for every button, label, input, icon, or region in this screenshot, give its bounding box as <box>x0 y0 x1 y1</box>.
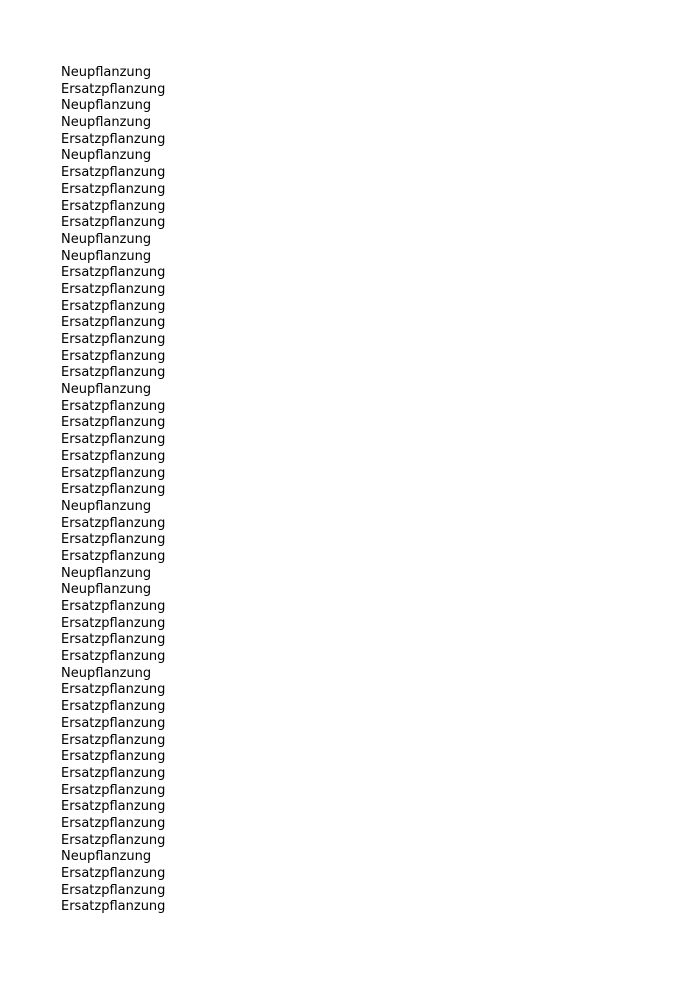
planting-type-entry: Ersatzpflanzung <box>61 532 166 548</box>
planting-type-entry: Ersatzpflanzung <box>61 81 166 97</box>
planting-type-entry: Neupflanzung <box>61 665 152 681</box>
planting-type-entry: Ersatzpflanzung <box>61 765 166 781</box>
planting-type-entry: Ersatzpflanzung <box>61 415 166 431</box>
planting-type-entry: Neupflanzung <box>61 98 152 114</box>
planting-type-entry: Ersatzpflanzung <box>61 866 166 881</box>
planting-type-entry: Ersatzpflanzung <box>61 365 166 381</box>
planting-type-entry: Neupflanzung <box>61 582 152 598</box>
planting-type-entry: Ersatzpflanzung <box>61 465 166 481</box>
planting-type-entry: Ersatzpflanzung <box>61 432 166 448</box>
planting-type-entry: Ersatzpflanzung <box>61 165 166 181</box>
planting-type-entry: Ersatzpflanzung <box>61 348 166 364</box>
planting-type-entry: Ersatzpflanzung <box>61 599 166 614</box>
planting-type-entry: Ersatzpflanzung <box>61 815 166 831</box>
planting-type-entry: Neupflanzung <box>61 248 152 264</box>
planting-type-entry: Ersatzpflanzung <box>61 515 166 531</box>
planting-type-entry: Ersatzpflanzung <box>61 799 166 815</box>
planting-type-entry: Ersatzpflanzung <box>61 715 166 731</box>
planting-type-entry: Ersatzpflanzung <box>61 215 166 231</box>
planting-type-entry: Ersatzpflanzung <box>61 482 166 498</box>
planting-type-entry: Ersatzpflanzung <box>61 732 166 748</box>
planting-type-entry: Ersatzpflanzung <box>61 899 166 915</box>
planting-type-entry: Ersatzpflanzung <box>61 181 166 197</box>
planting-type-entry: Neupflanzung <box>61 565 152 581</box>
planting-type-entry: Ersatzpflanzung <box>61 632 166 648</box>
planting-type-entry: Ersatzpflanzung <box>61 832 166 848</box>
planting-type-entry: Ersatzpflanzung <box>61 699 166 715</box>
planting-type-list <box>61 65 165 916</box>
planting-type-entry: Neupflanzung <box>61 148 152 164</box>
planting-type-entry: Ersatzpflanzung <box>61 782 166 798</box>
planting-type-entry: Ersatzpflanzung <box>61 682 166 698</box>
planting-type-entry: Neupflanzung <box>61 65 152 80</box>
planting-type-entry: Ersatzpflanzung <box>61 649 166 665</box>
planting-type-entry: Ersatzpflanzung <box>61 198 166 214</box>
planting-type-entry: Ersatzpflanzung <box>61 615 166 631</box>
planting-type-entry: Ersatzpflanzung <box>61 298 166 314</box>
planting-type-entry: Ersatzpflanzung <box>61 131 166 147</box>
planting-type-entry: Neupflanzung <box>61 115 152 131</box>
planting-type-entry: Ersatzpflanzung <box>61 398 166 414</box>
planting-type-entry: Ersatzpflanzung <box>61 332 166 347</box>
planting-type-entry: Ersatzpflanzung <box>61 315 166 331</box>
planting-type-entry: Ersatzpflanzung <box>61 448 166 464</box>
planting-type-entry: Ersatzpflanzung <box>61 882 166 898</box>
planting-type-entry: Neupflanzung <box>61 231 152 247</box>
planting-type-entry: Ersatzpflanzung <box>61 548 166 564</box>
planting-type-entry: Neupflanzung <box>61 849 152 865</box>
planting-type-entry: Ersatzpflanzung <box>61 281 166 297</box>
planting-type-entry: Neupflanzung <box>61 382 152 398</box>
planting-type-entry: Ersatzpflanzung <box>61 749 166 765</box>
planting-type-entry: Neupflanzung <box>61 498 152 514</box>
planting-type-entry: Ersatzpflanzung <box>61 265 166 281</box>
